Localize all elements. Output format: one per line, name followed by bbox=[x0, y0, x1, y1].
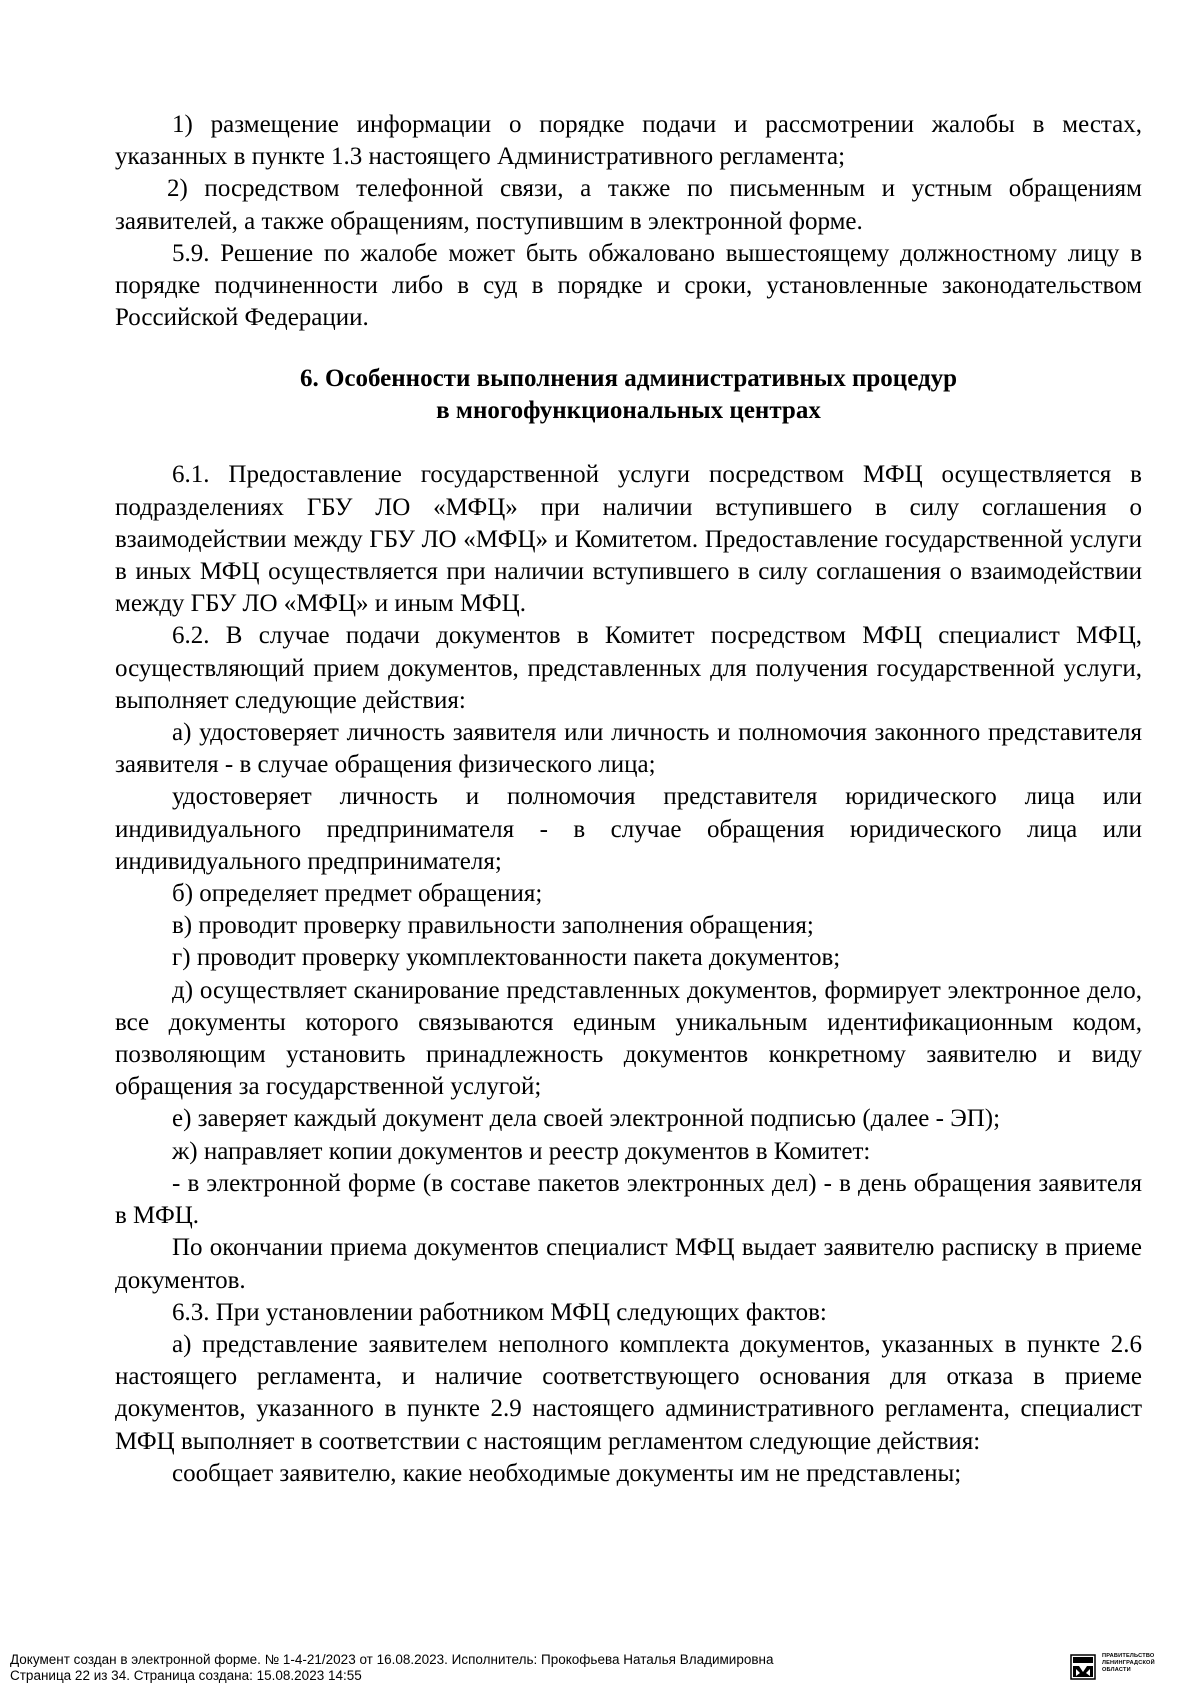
paragraph: 6.1. Предоставление государственной услуги посредством МФЦ осуществляется в подразделениях ГБУ ЛО «МФЦ» при наличии вступившего в силу соглашения о взаимодействии между ГБУ ЛО «МФЦ» и Комитетом. Предоставление государственной услуги в иных МФЦ осуществляется при наличии вступившего в силу соглашения о взаимодействии между ГБУ ЛО «МФЦ» и иным МФЦ. bbox=[115, 461, 1142, 618]
paragraph: а) удостоверяет личность заявителя или личность и полномочия законного представителя заявителя - в случае обращения физического лица; bbox=[115, 719, 1142, 779]
paragraph: в) проводит проверку правильности заполнения обращения; bbox=[172, 912, 814, 940]
footer-document-info: Документ создан в электронной форме. № 1-4-21/2023 от 16.08.2023. Исполнитель: Прокофьева Наталья Владимировна bbox=[10, 1652, 774, 1667]
logo-line-2: ЛЕНИНГРАДСКОЙ bbox=[1102, 1660, 1155, 1666]
paragraph: 2) посредством телефонной связи, а также по письменным и устным обращениям заявителей, а также обращениям, поступившим в электронной форме. bbox=[115, 175, 1142, 235]
paragraph: 6.2. В случае подачи документов в Комитет посредством МФЦ специалист МФЦ, осуществляющий прием документов, представленных для получения государственной услуги, выполняет следующие действия: bbox=[115, 622, 1142, 714]
paragraph: 1) размещение информации о порядке подачи и рассмотрении жалобы в местах, указанных в пункте 1.3 настоящего Административного регламента; bbox=[115, 111, 1142, 171]
footer-page-info: Страница 22 из 34. Страница создана: 15.08.2023 14:55 bbox=[10, 1668, 362, 1683]
paragraph: г) проводит проверку укомплектованности пакета документов; bbox=[172, 944, 841, 972]
document-footer bbox=[10, 1652, 1190, 1692]
paragraph: - в электронной форме (в составе пакетов электронных дел) - в день обращения заявителя в МФЦ. bbox=[115, 1169, 1142, 1230]
paragraph: а) представление заявителем неполного комплекта документов, указанных в пункте 2.6 настоящего регламента, и наличие соответствующего основания для отказа в приеме документов, указанного в пункте 2.9 настоящего административного регламента, специалист МФЦ выполняет в соответствии с настоящим регламентом следующие действия: bbox=[115, 1330, 1142, 1455]
paragraph: По окончании приема документов специалист МФЦ выдает заявителю расписку в приеме документов. bbox=[115, 1234, 1142, 1294]
paragraph: удостоверяет личность и полномочия представителя юридического лица или индивидуального предпринимателя - в случае обращения юридического лица или индивидуального предпринимателя; bbox=[115, 783, 1142, 875]
paragraphs-after-heading bbox=[115, 459, 1142, 1490]
paragraph: б) определяет предмет обращения; bbox=[172, 880, 543, 908]
government-logo bbox=[1070, 1652, 1190, 1686]
paragraph: ж) направляет копии документов и реестр документов в Комитет: bbox=[172, 1137, 871, 1165]
document-body bbox=[115, 109, 1142, 1490]
section-heading-line-1: 6. Особенности выполнения административных процедур bbox=[299, 365, 958, 393]
paragraph: 5.9. Решение по жалобе может быть обжаловано вышестоящему должностному лицу в порядке подчиненности либо в суд в порядке и сроки, установленные законодательством Российской Федерации. bbox=[115, 239, 1142, 332]
paragraph: е) заверяет каждый документ дела своей электронной подписью (далее - ЭП); bbox=[172, 1105, 1001, 1133]
government-logo-text bbox=[1102, 1653, 1192, 1674]
paragraphs-before-heading bbox=[115, 109, 1142, 334]
paragraph: сообщает заявителю, какие необходимые документы им не представлены; bbox=[172, 1459, 962, 1487]
logo-line-1: ПРАВИТЕЛЬСТВО bbox=[1102, 1653, 1155, 1659]
coat-of-arms-icon bbox=[1070, 1654, 1096, 1680]
footer-text bbox=[10, 1652, 773, 1684]
logo-line-3: ОБЛАСТИ bbox=[1102, 1667, 1131, 1673]
paragraph: 6.3. При установлении работником МФЦ следующих фактов: bbox=[172, 1298, 827, 1326]
section-heading-line-2: в многофункциональных центрах bbox=[436, 397, 821, 425]
section-heading bbox=[115, 363, 1142, 427]
paragraph: д) осуществляет сканирование представленных документов, формирует электронное дело, все документы которого связываются единым уникальным идентификационным кодом, позволяющим установить принадлежность документов конкретному заявителю и виду обращения за государственной услугой; bbox=[115, 976, 1142, 1101]
